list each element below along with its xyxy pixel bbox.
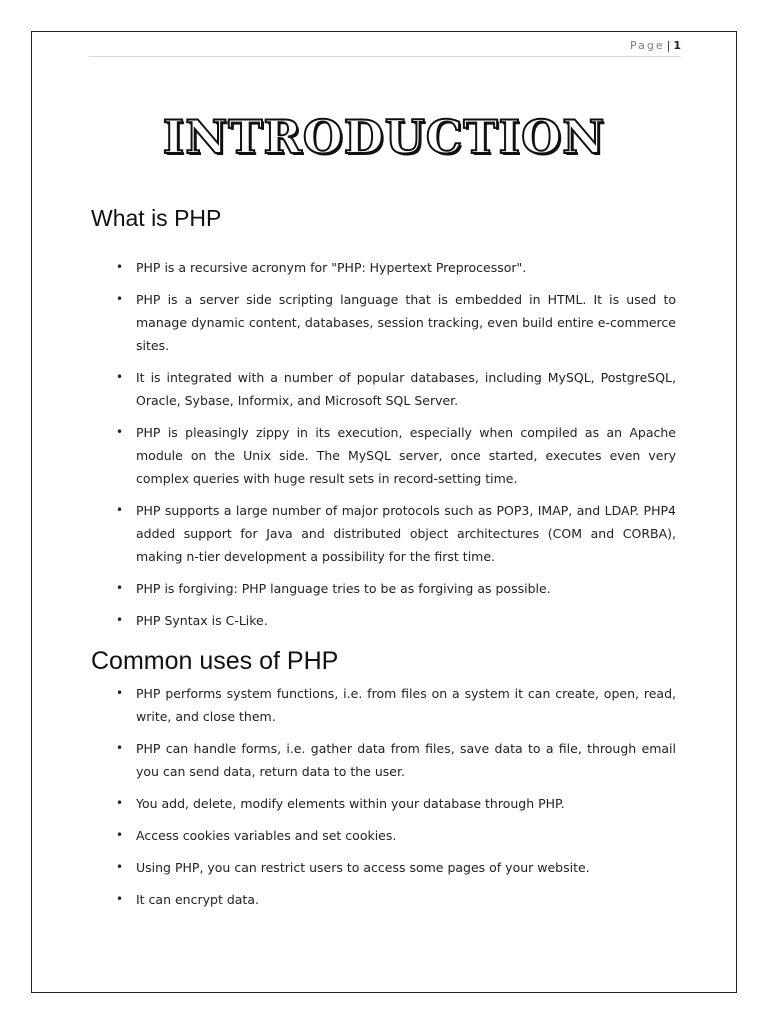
list-item: • Using PHP, you can restrict users to access some pages of your website. [116,856,676,879]
page-label: Page [629,39,665,52]
list-item: • PHP is a server side scripting language that is embedded in HTML. It is used to manage dynamic content, databases, session tracking, even build entire e-commerce sites. [116,288,676,357]
page-number: 1 [673,39,681,52]
list-item: • PHP supports a large number of major protocols such as POP3, IMAP, and LDAP. PHP4 added support for Java and distributed object architectures (COM and CORBA), making n-tier development a possibility for the first time. [116,499,676,568]
list-item: • PHP Syntax is C-Like. [116,609,676,632]
document-title: INTRODUCTION [162,110,606,164]
page-header [89,38,681,57]
list-item: • PHP is pleasingly zippy in its execution, especially when compiled as an Apache module on the Unix side. The MySQL server, once started, executes even very complex queries with huge result sets in record-setting time. [116,421,676,490]
common-uses-list [116,682,676,920]
section-heading-common-uses: Common uses of PHP [91,647,339,675]
list-item: • PHP can handle forms, i.e. gather data from files, save data to a file, through email you can send data, return data to the user. [116,737,676,783]
document-page [31,31,737,993]
list-item: • It can encrypt data. [116,888,676,911]
list-item: • Access cookies variables and set cookies. [116,824,676,847]
list-item: • You add, delete, modify elements within your database through PHP. [116,792,676,815]
list-item: • PHP is forgiving: PHP language tries to be as forgiving as possible. [116,577,676,600]
what-is-php-list [116,256,676,641]
list-item: • It is integrated with a number of popular databases, including MySQL, PostgreSQL, Oracle, Sybase, Informix, and Microsoft SQL Server. [116,366,676,412]
list-item: • PHP performs system functions, i.e. from files on a system it can create, open, read, write, and close them. [116,682,676,728]
list-item: • PHP is a recursive acronym for "PHP: Hypertext Preprocessor". [116,256,676,279]
page-separator: | [666,39,673,52]
section-heading-what-is-php: What is PHP [91,205,222,231]
